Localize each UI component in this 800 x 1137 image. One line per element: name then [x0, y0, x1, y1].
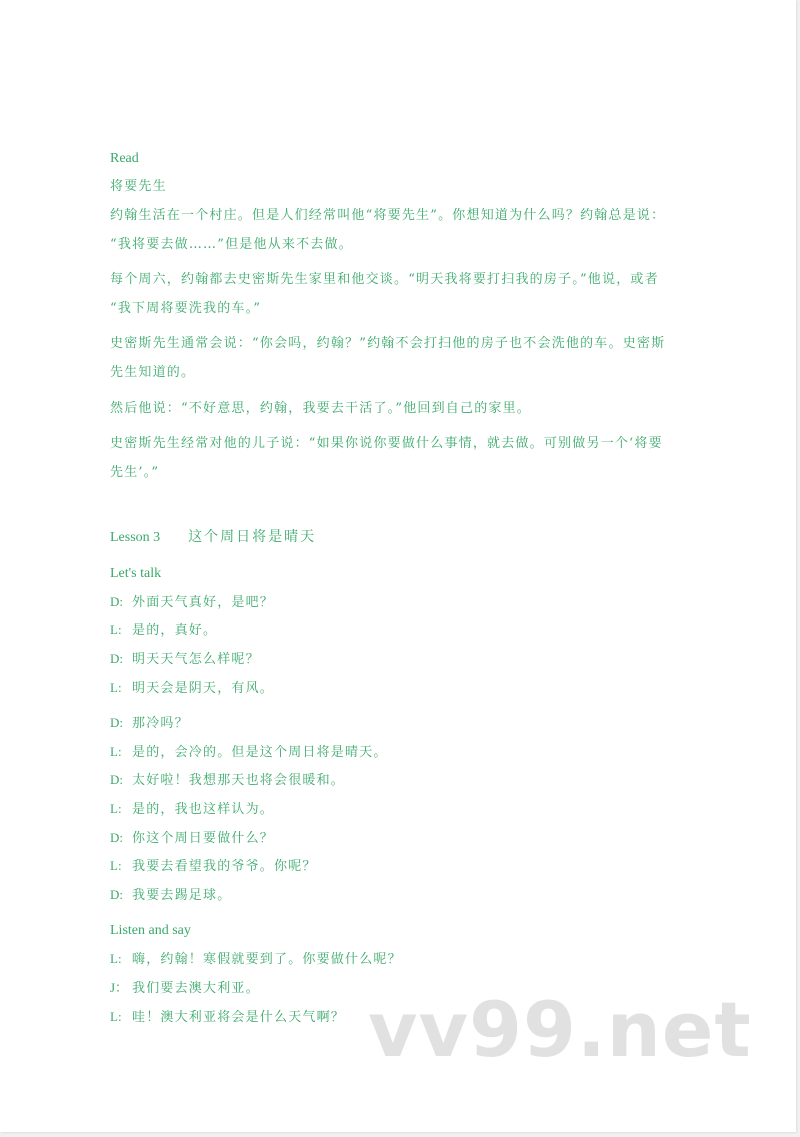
dialogue-text: 你这个周日要做什么？: [132, 831, 275, 846]
dialogue-text: 是的，真好。: [132, 623, 218, 638]
dialogue-text: 太好啦！我想那天也将会很暖和。: [132, 773, 346, 788]
speaker-label: D:: [110, 651, 123, 666]
read-paragraph-3-line-2: 先生知道的。: [110, 365, 196, 380]
dialogue-line: [110, 743, 388, 762]
lesson-heading: [110, 529, 316, 547]
speaker-label: L:: [110, 858, 122, 873]
dialogue-line: [110, 800, 274, 819]
speaker-label: D:: [110, 594, 123, 609]
read-paragraph-1-line-2: “我将要去做……”但是他从来不去做。: [110, 237, 353, 252]
dialogue-line: [110, 829, 274, 848]
speaker-label: L:: [110, 680, 122, 695]
speaker-label: D:: [110, 830, 123, 845]
speaker-label: D:: [110, 715, 123, 730]
dialogue-line: [110, 650, 260, 669]
read-paragraph-1-line-1: 约翰生活在一个村庄。但是人们经常叫他“将要先生”。你想知道为什么吗？约翰总是说：: [110, 208, 666, 223]
read-paragraph-3-line-1: 史密斯先生通常会说：“你会吗，约翰？”约翰不会打扫他的房子也不会洗他的车。史密斯: [110, 336, 666, 351]
dialogue-line: [110, 886, 231, 905]
dialogue-line: [110, 857, 317, 876]
lesson-title: 这个周日将是晴天: [188, 530, 317, 545]
dialogue-line: [110, 679, 274, 698]
read-heading: Read: [110, 151, 139, 166]
dialogue-text: 我要去看望我的爷爷。你呢？: [132, 859, 317, 874]
dialogue-text: 外面天气真好，是吧？: [132, 595, 275, 610]
read-paragraph-5-line-2: 先生’。”: [110, 465, 160, 480]
lesson-number: Lesson 3: [110, 530, 161, 545]
dialogue-text: 嗨，约翰！寒假就要到了。你要做什么呢？: [132, 952, 402, 967]
speaker-label: L:: [110, 622, 122, 637]
watermark: vv99.net: [368, 985, 752, 1074]
speaker-label: D:: [110, 887, 123, 902]
dialogue-text: 我们要去澳大利亚。: [132, 981, 260, 996]
speaker-label: L:: [110, 951, 122, 966]
dialogue-line: [110, 714, 189, 733]
read-paragraph-2-line-1: 每个周六，约翰都去史密斯先生家里和他交谈。“明天我将要打扫我的房子。”他说，或者: [110, 272, 659, 287]
dialogue-text: 哇！澳大利亚将会是什么天气啊？: [132, 1010, 346, 1025]
read-paragraph-4-line-1: 然后他说：“不好意思，约翰，我要去干活了。”他回到自己的家里。: [110, 401, 531, 416]
speaker-label: D:: [110, 772, 123, 787]
read-paragraph-5-line-1: 史密斯先生经常对他的儿子说：“如果你说你要做什么事情，就去做。可别做另一个‘将要: [110, 436, 663, 451]
dialogue-text: 是的，我也这样认为。: [132, 802, 275, 817]
dialogue-text: 明天天气怎么样呢？: [132, 652, 260, 667]
dialogue-line: [110, 593, 274, 612]
dialogue-text: 是的，会冷的。但是这个周日将是晴天。: [132, 745, 388, 760]
speaker-label: J：: [110, 980, 129, 995]
dialogue-text: 我要去踢足球。: [132, 888, 232, 903]
dialogue-line: [110, 621, 217, 640]
read-title: 将要先生: [110, 179, 167, 194]
lets-talk-heading: Let's talk: [110, 566, 162, 581]
listen-and-say-heading: Listen and say: [110, 923, 191, 938]
dialogue-line: [110, 979, 260, 998]
speaker-label: L:: [110, 1009, 122, 1024]
dialogue-text: 那冷吗？: [132, 716, 189, 731]
read-paragraph-2-line-2: “我下周将要洗我的车。”: [110, 301, 262, 316]
dialogue-line: [110, 1008, 345, 1027]
speaker-label: L:: [110, 744, 122, 759]
speaker-label: L:: [110, 801, 122, 816]
dialogue-text: 明天会是阴天，有风。: [132, 681, 275, 696]
dialogue-line: [110, 771, 345, 790]
dialogue-line: [110, 950, 402, 969]
